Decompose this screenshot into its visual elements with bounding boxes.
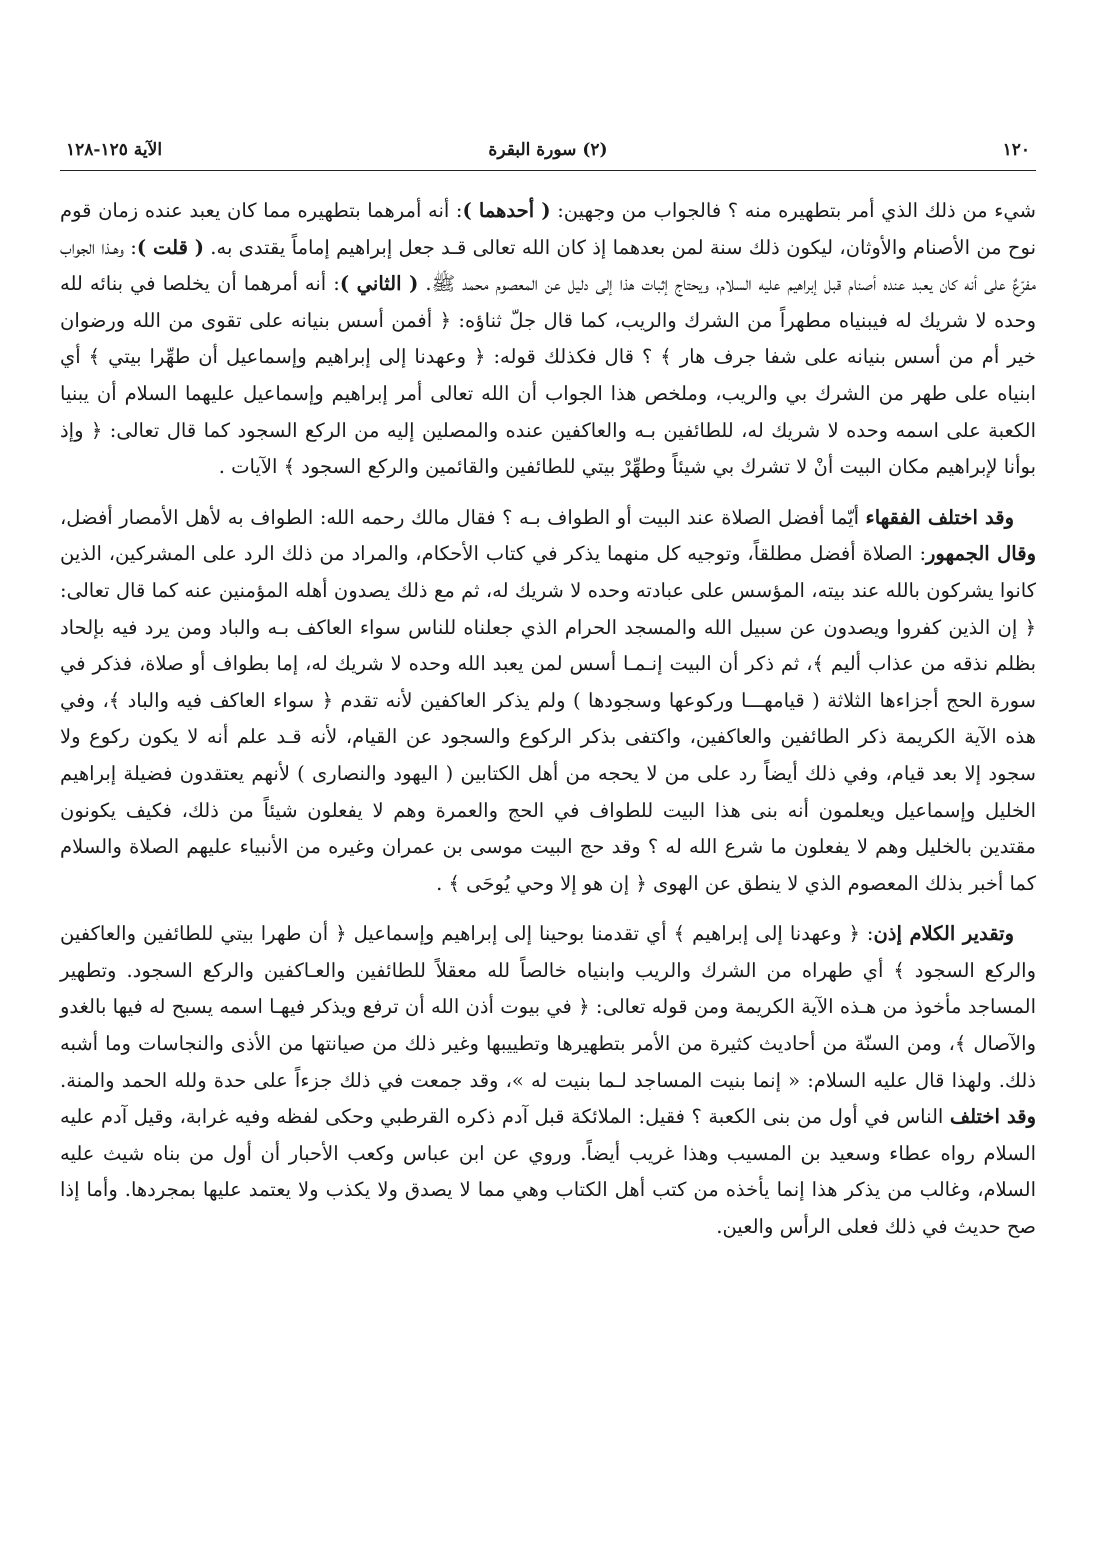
text-run: : أنه أمرهما أن يخلصا في بنائه لله وحده لا شريك له فيبنياه مطهراً من الشرك والريب، كما قال جلّ ثناؤه: ﴿ أفمن أسس بنيانه على تقوى من الله ورضوان خير أم من أسس بنيانه على شفا جرف هار ﴾ ؟ قال فكذلك قوله: ﴿ وعهدنا إلى إبراهيم وإسماعيل أن طهِّرا بيتي ﴾ أي ابنياه على طهر من الشرك بي والريب، وملخص هذا الجواب أن الله تعالى أمر إبراهيم وإسماعيل عليهما السلام أن يبنيا الكعبة على اسمه وحده لا شريك له، للطائفين بـه والعاكفين عنده والمصلين إليه من الركع السجود كما قال تعالى: ﴿ وإذ بوأنا لإبراهيم مكان البيت أنْ لا تشرك بي شيئاً وطهِّرْ بيتي للطائفين والقائمين والركع السجود ﴾ الآيات .: [60, 272, 1036, 479]
page-number: ١٢٠: [1002, 140, 1030, 160]
bold-run: وتقدير الكلام إذن: [873, 922, 1014, 946]
ayah-range: الآية ١٢٥-١٢٨: [66, 140, 163, 160]
text-run: : أنه أمرهما بتطهيره مما كان يعبد عنده زمان قوم نوح من الأصنام والأوثان، ليكون ذلك سنة لمن بعدهما إذ كان الله تعالى قـد جعل إبراهيم إماماً يقتدى به.: [60, 199, 1036, 259]
bold-run: ( قلت ): [136, 235, 205, 259]
surah-title: (٢) سورة البقرة: [488, 140, 608, 160]
bold-run: ( الثاني ): [339, 272, 419, 296]
bold-run: وقد اختلف الفقهاء: [865, 505, 1014, 529]
page-header: [60, 130, 1036, 171]
paragraph: [60, 916, 1036, 1245]
bold-run: وقال الجمهور: [926, 542, 1036, 566]
paragraph: [60, 500, 1036, 903]
text-run: أيّما أفضل الصلاة عند البيت أو الطواف بـه ؟ فقال مالك رحمه الله: الطواف به لأهل الأمصار أفضل،: [60, 505, 866, 529]
page-body: [60, 193, 1036, 1246]
text-run: : وهـذا الجواب مفرّعٌ على أنه كان يعبد عنده أصنام قبل إبراهيم عليه السلام، ويحتاج إثبات هذا إلى دليل عن المعصوم محمد ﷺ.: [60, 235, 1036, 296]
text-run: الناس في أول من بنى الكعبة ؟ فقيل: الملائكة قبل آدم ذكره القرطبي وحكى لفظه وفيه غرابة، وقيل آدم عليه السلام رواه عطاء وسعيد بن المسيب وهذا غريب أيضاً. وروي عن ابن عباس وكعب الأحبار أن أول من بناه شيث عليه السلام، وغالب من يذكر هذا إنما يأخذه من كتب أهل الكتاب وهي مما لا يصدق ولا يكذب ولا يعتمد عليها بمجردها. وأما إذا صح حديث في ذلك فعلى الرأس والعين.: [60, 1105, 1036, 1239]
paragraph: [60, 193, 1036, 486]
text-run: : ﴿ وعهدنا إلى إبراهيم ﴾ أي تقدمنا بوحينا إلى إبراهيم وإسماعيل ﴿ أن طهرا بيتي للطائفين والعاكفين والركع السجود ﴾ أي طهراه من الشرك والريب وابنياه خالصاً لله معقلاً للطائفين والعـاكفين والركع السجود. وتطهير المساجد مأخوذ من هـذه الآية الكريمة ومن قوله تعالى: ﴿ في بيوت أذن الله أن ترفع ويذكر فيهـا اسمه يسبح له فيها بالغدو والآصال ﴾، ومن السنّة من أحاديث كثيرة من الأمر بتطهيرها وتطييبها وغير ذلك من صيانتها من الأذى والنجاسات وما أشبه ذلك. ولهذا قال عليه السلام: « إنما بنيت المساجد لـما بنيت له »، وقد جمعت في ذلك جزءاً على حدة ولله الحمد والمنة.: [60, 922, 1036, 1092]
book-page: [60, 130, 1036, 1260]
bold-run: ( أحدهما ): [462, 199, 551, 222]
bold-run: وقد اختلف: [949, 1105, 1036, 1129]
text-run: : الصلاة أفضل مطلقاً، وتوجيه كل منهما يذكر في كتاب الأحكام، والمراد من ذلك الرد على المشركين، الذين كانوا يشركون بالله عند بيته، المؤسس على عبادته وحده لا شريك له، ثم مع ذلك يصدون أهله المؤمنين عنه كما قال تعالى: ﴿ إن الذين كفروا ويصدون عن سبيل الله والمسجد الحرام الذي جعلناه للناس سواء العاكف بـه والباد ومن يرد فيه بإلحاد بظلم نذقه من عذاب أليم ﴾، ثم ذكر أن البيت إنـمـا أسس لمن يعبد الله وحده لا شريك له، إما بطواف أو صلاة، فذكر في سورة الحج أجزاءها الثلاثة ( قيامهـــا وركوعها وسجودها ) ولم يذكر العاكفين لأنه تقدم ﴿ سواء العاكف فيه والباد ﴾، وفي هذه الآية الكريمة ذكر الطائفين والعاكفين، واكتفى بذكر الركوع والسجود عن القيام، لأنه قـد علم أنه لا يكون ركوع ولا سجود إلا بعد قيام، وفي ذلك أيضاً رد على من لا يحجه من أهل الكتابين ( اليهود والنصارى ) لأنهم يعتقدون فضيلة إبراهيم الخليل وإسماعيل ويعلمون أنه بنى هذا البيت للطواف في الحج والعمرة وهم لا يفعلون شيئاً من ذلك، فكيف يكونون مقتدين بالخليل وهم لا يفعلون ما شرع الله له ؟ وقد حج البيت موسى بن عمران وغيره من الأنبياء عليهم الصلاة والسلام كما أخبر بذلك المعصوم الذي لا ينطق عن الهوى ﴿ إن هو إلا وحي يُوحَى ﴾ .: [60, 542, 1036, 895]
text-run: شيء من ذلك الذي أمر بتطهيره منه ؟ فالجواب من وجهين:: [550, 199, 1036, 222]
